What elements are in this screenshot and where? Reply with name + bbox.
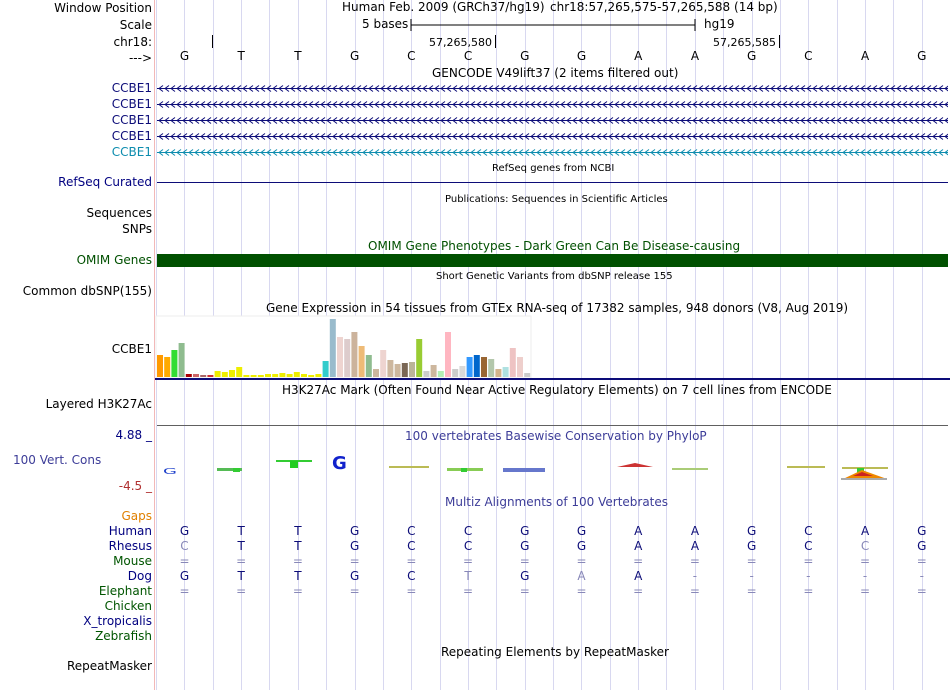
alignment-base: T xyxy=(294,569,302,583)
cons-max-label: 4.88 _ xyxy=(115,428,152,442)
sequence-base: A xyxy=(860,49,870,63)
species-label[interactable]: Human xyxy=(108,524,152,538)
alignment-base: A xyxy=(690,539,700,553)
alignment-base: = xyxy=(916,554,927,568)
alignment-base: = xyxy=(689,554,700,568)
alignment-base: G xyxy=(179,524,190,538)
alignment-base: = xyxy=(292,584,303,598)
gtex-tissue-bar xyxy=(517,357,523,377)
alignment-base: G xyxy=(349,569,360,583)
species-label[interactable]: Elephant xyxy=(98,584,152,598)
alignment-base: A xyxy=(634,539,643,553)
scale-db: hg19 xyxy=(704,17,735,31)
gencode-transcript-label[interactable]: CCBE1 xyxy=(111,113,152,127)
phylop-base-g: G xyxy=(163,467,177,477)
gtex-tissue-bar xyxy=(265,374,271,377)
sequence-base: C xyxy=(804,49,813,63)
gtex-tissue-bar xyxy=(481,357,487,377)
gaps-label[interactable]: Gaps xyxy=(121,509,152,523)
sequence-base: G xyxy=(520,49,530,63)
alignment-base: - xyxy=(862,569,868,583)
h3k27ac-track-title: H3K27Ac Mark (Often Found Near Active Regulatory Elements) on 7 cell lines from ENCODE xyxy=(282,383,832,397)
gtex-tissue-bar xyxy=(452,369,458,377)
gtex-tissue-bar xyxy=(402,363,408,377)
gtex-tissue-bar xyxy=(222,372,228,377)
gencode-transcript-line[interactable] xyxy=(157,132,948,140)
alignment-base: C xyxy=(804,524,813,538)
gtex-tissue-bar xyxy=(510,348,516,377)
gencode-transcript-label[interactable]: CCBE1 xyxy=(111,81,152,95)
gtex-tissue-bar xyxy=(474,355,480,377)
gtex-tissue-bar xyxy=(207,375,213,377)
gtex-tissue-bar xyxy=(445,332,451,377)
alignment-base: = xyxy=(236,584,247,598)
gtex-gene-label[interactable]: CCBE1 xyxy=(111,342,152,356)
species-label[interactable]: Dog xyxy=(127,569,152,583)
alignment-base: A xyxy=(690,524,700,538)
gtex-tissue-bar xyxy=(488,359,494,377)
species-label[interactable]: Zebrafish xyxy=(95,629,152,643)
refseq-label[interactable]: RefSeq Curated xyxy=(58,175,152,189)
sequence-base: T xyxy=(294,49,302,63)
scale-bar xyxy=(408,17,700,33)
gtex-tissue-bar xyxy=(459,366,465,377)
alignment-base: A xyxy=(860,524,870,538)
alignment-base: C xyxy=(463,539,473,553)
gtex-tissue-bar xyxy=(423,371,429,377)
alignment-base: C xyxy=(860,539,870,553)
gtex-tissue-bar xyxy=(503,367,509,377)
phylop-base-g: G xyxy=(332,453,347,474)
coord-tick xyxy=(779,35,780,48)
gtex-tissue-bar xyxy=(157,355,163,377)
sequence-base: C xyxy=(407,49,416,63)
alignment-base: - xyxy=(806,569,811,583)
alignment-base: = xyxy=(406,554,417,568)
alignment-base: = xyxy=(860,554,871,568)
alignment-base: = xyxy=(633,584,644,598)
alignment-base: G xyxy=(520,524,530,538)
alignment-base: C xyxy=(180,539,189,553)
alignment-base: C xyxy=(463,524,473,538)
gencode-transcript-line[interactable] xyxy=(157,116,948,124)
repeatmasker-label[interactable]: RepeatMasker xyxy=(66,659,152,673)
gtex-tissue-bar xyxy=(323,361,329,377)
gtex-tissue-bar xyxy=(330,319,336,377)
gtex-tissue-bar xyxy=(164,357,170,377)
alignment-base: G xyxy=(746,524,757,538)
gencode-transcript-label[interactable]: CCBE1 xyxy=(111,129,152,143)
alignment-base: = xyxy=(463,584,474,598)
sequence-base: A xyxy=(634,49,643,63)
alignment-base: G xyxy=(520,569,530,583)
alignment-base: A xyxy=(634,524,643,538)
sequence-base: G xyxy=(179,49,190,63)
window-position-label: Window Position xyxy=(54,1,152,15)
h3k27ac-baseline xyxy=(157,425,948,426)
cons-track-label[interactable]: 100 Vert. Cons xyxy=(13,453,102,467)
alignment-base: - xyxy=(749,569,754,583)
alignment-base: G xyxy=(349,524,360,538)
alignment-base: G xyxy=(917,524,927,538)
alignment-base: = xyxy=(746,554,757,568)
alignment-base: C xyxy=(407,539,416,553)
common-dbsnp-label[interactable]: Common dbSNP(155) xyxy=(22,284,152,298)
phylop-track-title: 100 vertebrates Basewise Conservation by PhyloP xyxy=(405,429,707,443)
alignment-base: = xyxy=(519,554,530,568)
alignment-base: = xyxy=(803,554,814,568)
gtex-tissue-bar xyxy=(524,373,530,377)
alignment-base: T xyxy=(237,539,245,553)
species-label[interactable]: Rhesus xyxy=(108,539,152,553)
alignment-base: T xyxy=(294,539,302,553)
alignment-base: = xyxy=(463,554,474,568)
snps-label[interactable]: SNPs xyxy=(122,222,152,236)
gtex-tissue-bar xyxy=(344,339,350,377)
gtex-tissue-bar xyxy=(200,375,206,377)
gtex-tissue-bar xyxy=(287,374,293,377)
repeatmasker-track-title: Repeating Elements by RepeatMasker xyxy=(441,645,669,659)
gencode-transcript-line[interactable] xyxy=(157,148,948,156)
alignment-base: G xyxy=(349,539,360,553)
sequence-base: G xyxy=(349,49,360,63)
gtex-tissue-bar xyxy=(215,371,221,377)
alignment-base: T xyxy=(237,524,245,538)
gtex-tissue-bar xyxy=(279,373,285,377)
alignment-base: = xyxy=(292,554,303,568)
sequence-base: A xyxy=(690,49,700,63)
multiz-track-title: Multiz Alignments of 100 Vertebrates xyxy=(445,495,669,509)
alignment-base: = xyxy=(916,584,927,598)
chrom-label: chr18: xyxy=(113,35,152,49)
dbsnp-track-title: Short Genetic Variants from dbSNP release 155 xyxy=(436,271,673,282)
gencode-transcript-label[interactable]: CCBE1 xyxy=(111,97,152,111)
alignment-base: = xyxy=(236,554,247,568)
scale-text: 5 bases xyxy=(362,17,409,31)
gtex-tissue-bar xyxy=(380,350,386,377)
sequence-base: G xyxy=(576,49,587,63)
gencode-transcript-label[interactable]: CCBE1 xyxy=(111,145,152,159)
alignment-base: C xyxy=(804,539,813,553)
phylop-logo[interactable] xyxy=(157,452,948,482)
gtex-tissue-bar xyxy=(409,362,415,377)
gtex-tissue-bar xyxy=(395,364,401,377)
gtex-tissue-bar xyxy=(315,374,321,377)
gtex-tissue-bar xyxy=(301,374,307,377)
gtex-tissue-bar xyxy=(351,332,357,377)
alignment-base: = xyxy=(746,584,757,598)
window-coordinates: chr18:57,265,575-57,265,588 (14 bp) xyxy=(550,0,778,14)
alignment-base: G xyxy=(520,539,530,553)
gtex-tissue-bar xyxy=(251,375,257,377)
alignment-base: = xyxy=(349,554,360,568)
gtex-tissue-bar xyxy=(359,346,365,377)
gtex-tissue-bar xyxy=(229,370,235,377)
gtex-tissue-bar xyxy=(387,360,393,377)
coord-label-2: 57,265,585 xyxy=(713,36,776,49)
gtex-tissue-bar xyxy=(431,365,437,377)
coord-tick xyxy=(495,35,496,48)
alignment-base: G xyxy=(576,539,587,553)
species-label[interactable]: X_tropicalis xyxy=(83,614,152,628)
alignment-base: = xyxy=(406,584,417,598)
assembly-name: Human Feb. 2009 (GRCh37/hg19) xyxy=(342,0,545,14)
gtex-tissue-bar xyxy=(467,357,473,377)
alignment-base: = xyxy=(576,584,587,598)
alignment-base: C xyxy=(407,569,416,583)
sequence-base: G xyxy=(917,49,927,63)
gtex-tissue-bar xyxy=(337,337,343,377)
species-label[interactable]: Chicken xyxy=(104,599,152,613)
alignment-base: = xyxy=(576,554,587,568)
alignment-base: = xyxy=(689,584,700,598)
gtex-tissue-bar xyxy=(272,374,278,377)
scale-label: Scale xyxy=(119,18,152,32)
coord-label-1: 57,265,580 xyxy=(429,36,492,49)
alignment-base: = xyxy=(633,554,644,568)
gtex-track-title: Gene Expression in 54 tissues from GTEx RNA-seq of 17382 samples, 948 donors (V8, Aug 2019) xyxy=(266,301,849,315)
sequence-base: T xyxy=(237,49,245,63)
alignment-base: T xyxy=(294,524,302,538)
gtex-tissue-bar xyxy=(186,374,192,377)
alignment-base: - xyxy=(692,569,698,583)
alignment-base: T xyxy=(464,569,472,583)
publications-track-title: Publications: Sequences in Scientific Articles xyxy=(445,194,668,205)
alignment-base: G xyxy=(179,569,190,583)
gtex-tissue-bar xyxy=(294,372,300,377)
alignment-base: A xyxy=(577,569,586,583)
alignment-base: = xyxy=(349,584,360,598)
alignment-base: = xyxy=(860,584,871,598)
omim-gene-bar[interactable] xyxy=(157,254,948,267)
gtex-tissue-bar xyxy=(373,369,379,377)
layered-h3k27ac-label[interactable]: Layered H3K27Ac xyxy=(45,397,152,411)
gencode-transcript-line[interactable] xyxy=(157,100,948,108)
sequence-base: C xyxy=(463,49,473,63)
gtex-tissue-bar xyxy=(366,355,372,377)
gtex-tissue-bar xyxy=(308,375,314,377)
alignment-base: G xyxy=(576,524,587,538)
sequence-base: G xyxy=(746,49,757,63)
species-label[interactable]: Mouse xyxy=(113,554,152,568)
gtex-tissue-bar xyxy=(236,367,242,377)
alignment-base: G xyxy=(746,539,757,553)
omim-track-title: OMIM Gene Phenotypes - Dark Green Can Be Disease-causing xyxy=(368,239,741,253)
gtex-tissue-bar xyxy=(193,374,199,377)
gtex-tissue-bar xyxy=(243,375,249,377)
coord-tick xyxy=(212,35,213,48)
gtex-tissue-bar xyxy=(495,369,501,377)
gtex-tissue-bar xyxy=(179,343,185,377)
alignment-base: = xyxy=(519,584,530,598)
alignment-base: = xyxy=(179,554,190,568)
alignment-base: = xyxy=(179,584,190,598)
alignment-base: C xyxy=(407,524,416,538)
refseq-line[interactable] xyxy=(157,182,948,183)
alignment-base: G xyxy=(917,539,927,553)
refseq-track-title: RefSeq genes from NCBI xyxy=(492,163,615,174)
gencode-track-title: GENCODE V49lift37 (2 items filtered out) xyxy=(432,66,679,80)
gtex-tissue-bar xyxy=(438,371,444,377)
gtex-tissue-bar xyxy=(258,375,264,377)
alignment-base: A xyxy=(634,569,643,583)
gencode-transcript-line[interactable] xyxy=(157,84,948,92)
cons-min-label: -4.5 _ xyxy=(118,479,152,493)
gtex-tissue-bar xyxy=(171,350,177,377)
omim-genes-label[interactable]: OMIM Genes xyxy=(76,253,152,267)
sequences-label[interactable]: Sequences xyxy=(86,206,152,220)
gtex-tissue-bar xyxy=(416,339,422,377)
alignment-base: - xyxy=(919,569,924,583)
alignment-base: T xyxy=(237,569,245,583)
gtex-expression-chart[interactable] xyxy=(155,315,950,381)
strand-arrow-label: ---> xyxy=(128,51,152,65)
alignment-base: = xyxy=(803,584,814,598)
